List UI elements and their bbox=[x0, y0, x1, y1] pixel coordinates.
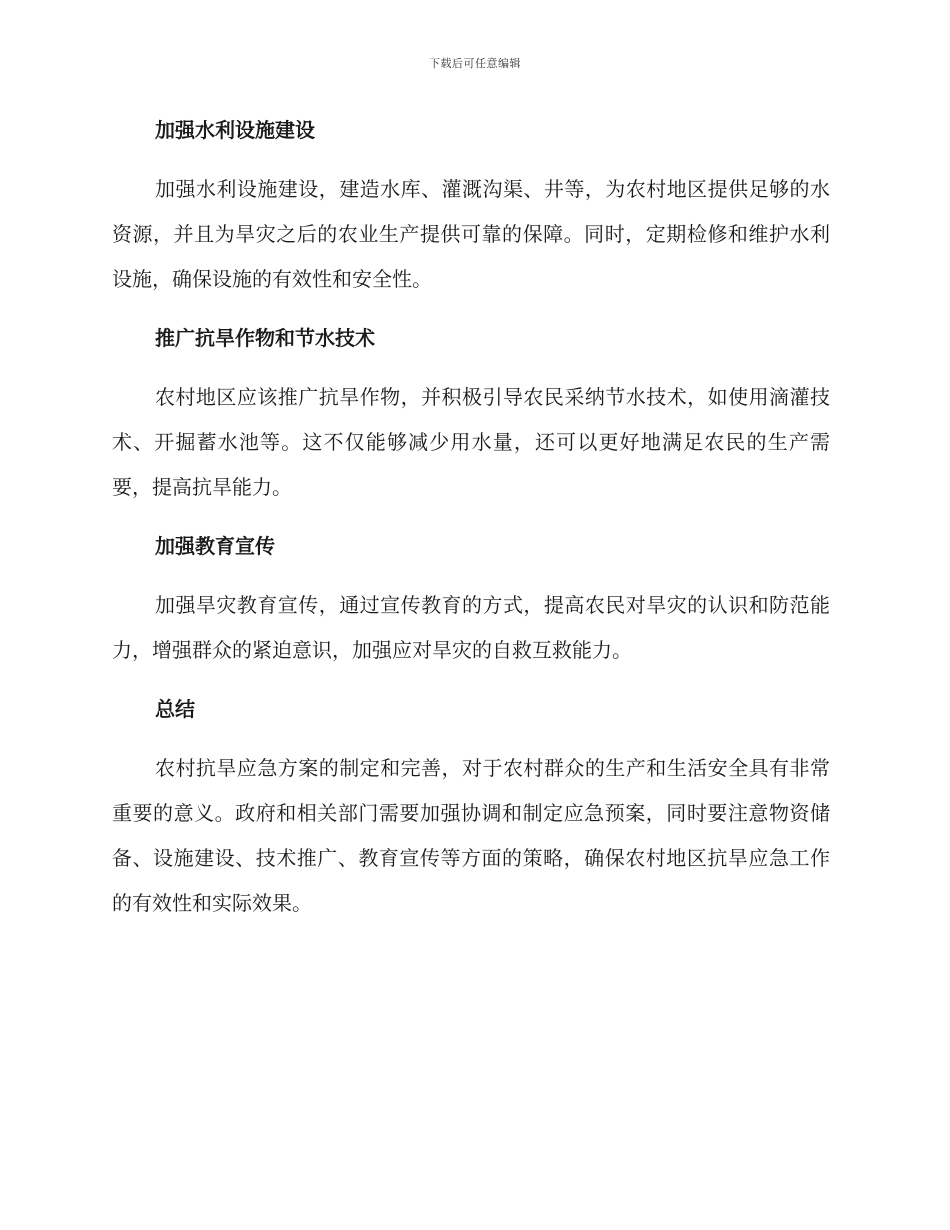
document-body bbox=[112, 108, 830, 940]
section-heading: 总结 bbox=[155, 697, 195, 721]
section-heading: 推广抗旱作物和节水技术 bbox=[155, 326, 375, 350]
section-water-facilities bbox=[112, 108, 830, 302]
section-heading: 加强水利设施建设 bbox=[155, 118, 315, 142]
section-paragraph: 加强旱灾教育宣传，通过宣传教育的方式，提高农民对旱灾的认识和防范能力，增强群众的紧迫意识，加强应对旱灾的自救互救能力。 bbox=[112, 593, 830, 662]
section-paragraph: 加强水利设施建设，建造水库、灌溉沟渠、井等，为农村地区提供足够的水资源，并且为旱灾之后的农业生产提供可靠的保障。同时，定期检修和维护水利设施，确保设施的有效性和安全性。 bbox=[112, 177, 830, 291]
page-header: 下载后可任意编辑 bbox=[429, 57, 521, 70]
section-paragraph: 农村地区应该推广抗旱作物，并积极引导农民采纳节水技术，如使用滴灌技术、开掘蓄水池等。这不仅能够减少用水量，还可以更好地满足农民的生产需要，提高抗旱能力。 bbox=[112, 385, 830, 499]
section-education bbox=[112, 524, 830, 673]
section-summary bbox=[112, 687, 830, 926]
section-drought-crops bbox=[112, 316, 830, 510]
section-heading: 加强教育宣传 bbox=[155, 534, 275, 558]
section-paragraph: 农村抗旱应急方案的制定和完善，对于农村群众的生产和生活安全具有非常重要的意义。政府和相关部门需要加强协调和制定应急预案，同时要注意物资储备、设施建设、技术推广、教育宣传等方面的策略，确保农村地区抗旱应急工作的有效性和实际效果。 bbox=[112, 756, 830, 915]
